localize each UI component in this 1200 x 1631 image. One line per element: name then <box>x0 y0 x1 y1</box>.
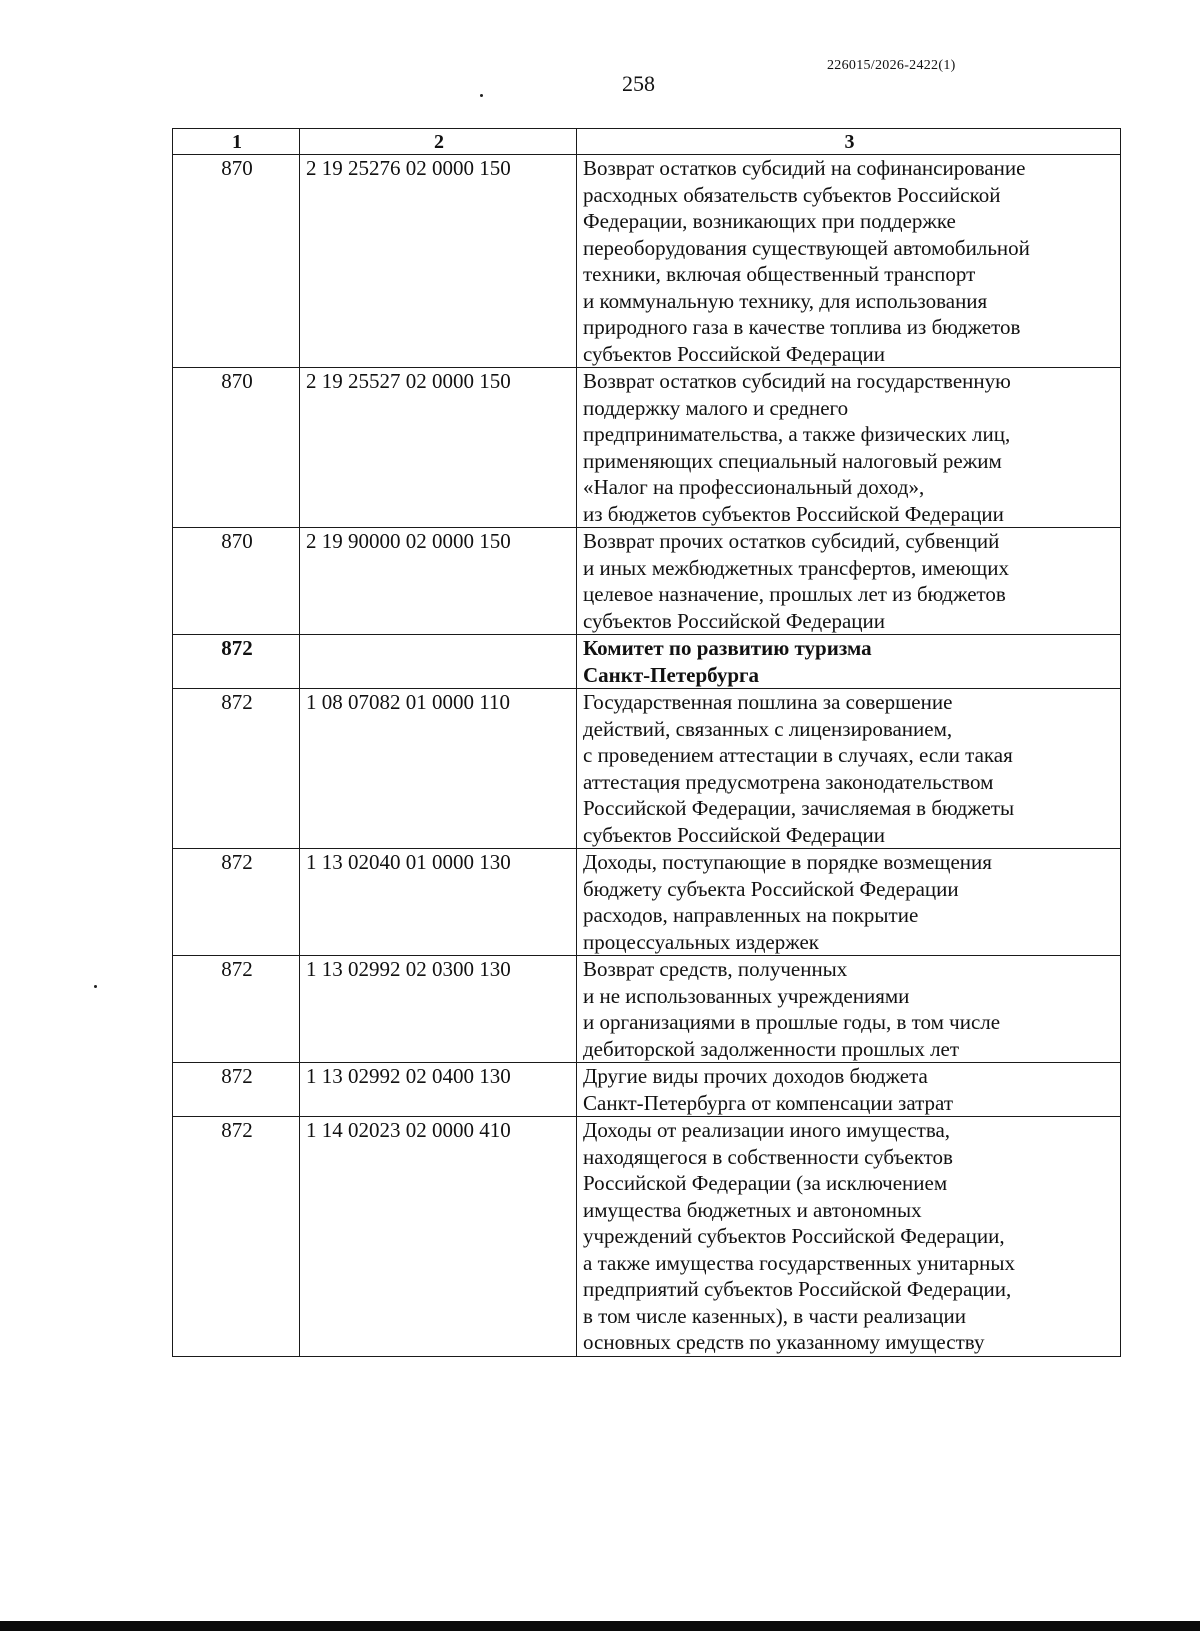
revenue-name-line: субъектов Российской Федерации <box>583 822 886 847</box>
revenue-name-line: Российской Федерации (за исключением <box>583 1171 948 1195</box>
page-number: 258 <box>622 71 655 96</box>
revenue-name-line: Возврат средств, полученных <box>583 957 848 981</box>
budget-classification-code-cell: 1 08 07082 01 0000 110 <box>300 689 577 849</box>
budget-classification-code-cell: 1 13 02992 02 0400 130 <box>300 1063 577 1117</box>
table-row <box>173 368 1121 528</box>
revenue-name-cell <box>577 368 1121 528</box>
budget-classification-code-cell: 2 19 25527 02 0000 150 <box>300 368 577 528</box>
revenue-name-line: в том числе казенных), в части реализации <box>583 1303 966 1328</box>
admin-code-cell: 870 <box>173 155 300 368</box>
revenue-name-line: и коммунальную технику, для использования <box>583 288 988 313</box>
admin-code-cell: 872 <box>173 849 300 956</box>
revenue-name-cell <box>577 1117 1121 1357</box>
revenue-name-line: а также имущества государственных унитарных <box>583 1250 1015 1275</box>
document-registration-number: 226015/2026-2422(1) <box>827 58 956 73</box>
budget-classification-code-cell: 1 13 02040 01 0000 130 <box>300 849 577 956</box>
table-row <box>173 528 1121 635</box>
revenue-name-line: имущества бюджетных и автономных <box>583 1197 922 1222</box>
revenue-name-line: целевое назначение, прошлых лет из бюджетов <box>583 582 1006 606</box>
revenue-name-line: предпринимательства, а также физических лиц, <box>583 422 1011 446</box>
budget-classification-code-cell: 2 19 25276 02 0000 150 <box>300 155 577 368</box>
admin-code-cell: 872 <box>173 1063 300 1117</box>
revenue-name-line: бюджету субъекта Российской Федерации <box>583 876 959 901</box>
revenue-name-line: аттестация предусмотрена законодательством <box>583 769 994 794</box>
revenue-name-line: расходных обязательств субъектов Российской <box>583 182 1001 207</box>
admin-code-cell: 870 <box>173 528 300 635</box>
table-row <box>173 1117 1121 1357</box>
revenue-name-line: переоборудования существующей автомобильной <box>583 235 1030 260</box>
revenue-name-line: Государственная пошлина за совершение <box>583 690 953 714</box>
revenue-name-line: применяющих специальный налоговый режим <box>583 448 1002 473</box>
table-row <box>173 155 1121 368</box>
scan-speck <box>480 94 483 97</box>
revenue-name-line: Доходы, поступающие в порядке возмещения <box>583 850 992 874</box>
revenue-name-cell <box>577 956 1121 1063</box>
revenue-name-cell <box>577 528 1121 635</box>
revenue-name-cell <box>577 689 1121 849</box>
revenue-name-line: расходов, направленных на покрытие <box>583 903 919 927</box>
revenue-name-line: Российской Федерации, зачисляемая в бюджеты <box>583 796 1015 820</box>
revenue-name-line: из бюджетов субъектов Российской Федерации <box>583 501 1004 526</box>
revenue-name-line: Доходы от реализации иного имущества, <box>583 1118 951 1142</box>
revenue-name-line: и организациями в прошлые годы, в том числе <box>583 1010 1001 1034</box>
revenue-name-line: Федерации, возникающих при поддержке <box>583 209 956 233</box>
revenue-name-cell <box>577 1063 1121 1117</box>
revenue-name-line: действий, связанных с лицензированием, <box>583 716 953 741</box>
revenue-name-line: находящегося в собственности субъектов <box>583 1144 953 1169</box>
revenue-name-line: техники, включая общественный транспорт <box>583 262 976 286</box>
column-header-code: 2 <box>300 129 577 155</box>
revenue-name-line: Санкт-Петербурга <box>583 662 760 687</box>
revenue-name-line: Другие виды прочих доходов бюджета <box>583 1064 928 1088</box>
budget-classification-code-cell: 2 19 90000 02 0000 150 <box>300 528 577 635</box>
admin-code-cell: 872 <box>173 635 300 689</box>
revenue-name-line: дебиторской задолженности прошлых лет <box>583 1036 960 1061</box>
revenue-name-cell <box>577 155 1121 368</box>
budget-classification-code-cell: 1 14 02023 02 0000 410 <box>300 1117 577 1357</box>
revenue-name-line: Возврат прочих остатков субсидий, субвенций <box>583 529 1000 553</box>
revenue-name-line: процессуальных издержек <box>583 929 819 954</box>
table-row <box>173 849 1121 956</box>
table-row <box>173 1063 1121 1117</box>
revenue-name-line: Комитет по развитию туризма <box>583 636 872 660</box>
column-header-admin: 1 <box>173 129 300 155</box>
revenue-name-line: природного газа в качестве топлива из бюджетов <box>583 315 1021 339</box>
revenue-name-line: Возврат остатков субсидий на софинансирование <box>583 156 1026 180</box>
revenue-name-line: «Налог на профессиональный доход», <box>583 475 925 499</box>
revenue-codes-table <box>172 128 1121 1357</box>
scan-bottom-edge <box>0 1621 1200 1631</box>
admin-code-cell: 872 <box>173 689 300 849</box>
table-row <box>173 956 1121 1063</box>
column-header-name: 3 <box>577 129 1121 155</box>
revenue-name-line: и иных межбюджетных трансфертов, имеющих <box>583 555 1009 580</box>
table-section-row <box>173 635 1121 689</box>
revenue-name-line: Возврат остатков субсидий на государственную <box>583 369 1011 393</box>
revenue-name-line: предприятий субъектов Российской Федерации, <box>583 1277 1012 1301</box>
table-header-row <box>173 129 1121 155</box>
scan-speck <box>94 985 97 988</box>
revenue-name-cell <box>577 849 1121 956</box>
revenue-name-line: основных средств по указанному имуществу <box>583 1330 985 1354</box>
revenue-name-cell <box>577 635 1121 689</box>
revenue-name-line: учреждений субъектов Российской Федерации, <box>583 1224 1005 1248</box>
revenue-name-line: субъектов Российской Федерации <box>583 608 886 633</box>
table-row <box>173 689 1121 849</box>
admin-code-cell: 872 <box>173 1117 300 1357</box>
budget-classification-code-cell: 1 13 02992 02 0300 130 <box>300 956 577 1063</box>
admin-code-cell: 870 <box>173 368 300 528</box>
revenue-name-line: субъектов Российской Федерации <box>583 341 886 366</box>
revenue-name-line: Санкт-Петербурга от компенсации затрат <box>583 1090 954 1115</box>
revenue-name-line: и не использованных учреждениями <box>583 983 910 1008</box>
revenue-name-line: поддержку малого и среднего <box>583 395 849 420</box>
admin-code-cell: 872 <box>173 956 300 1063</box>
revenue-name-line: с проведением аттестации в случаях, если такая <box>583 743 1013 767</box>
budget-classification-code-cell <box>300 635 577 689</box>
